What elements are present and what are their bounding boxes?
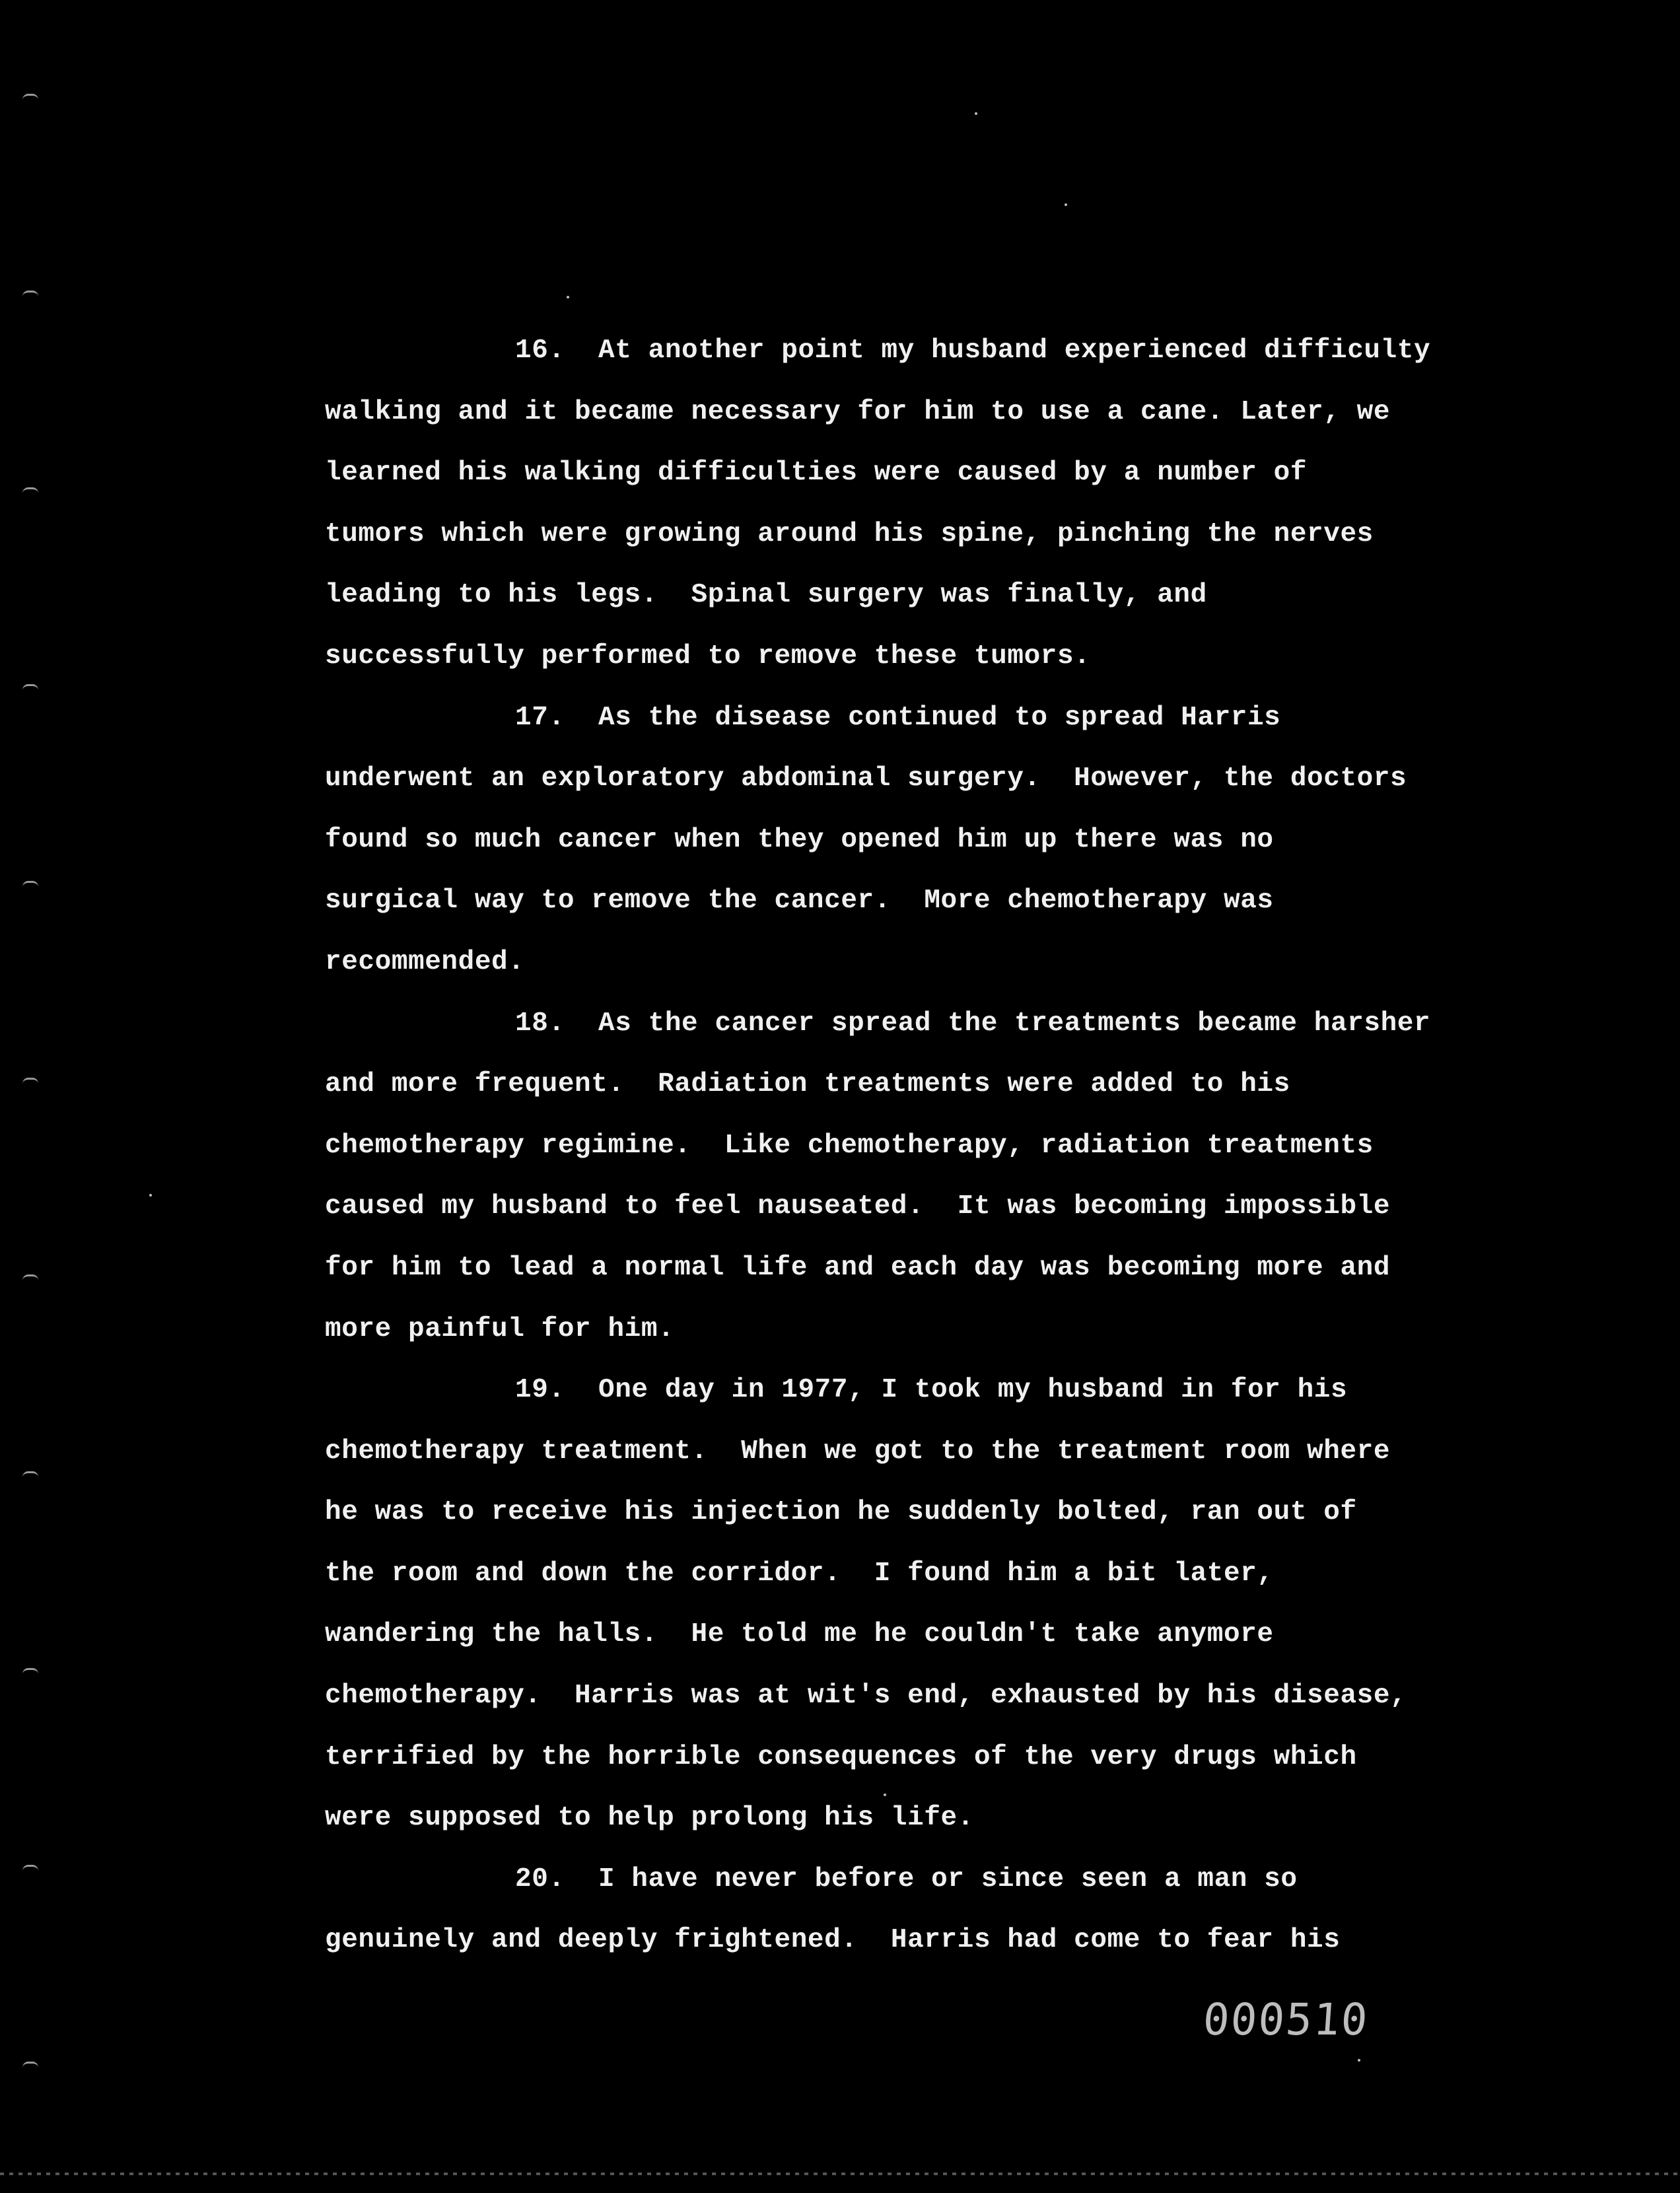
- text-line: found so much cancer when they opened him up there was no: [325, 824, 1274, 855]
- text-line: terrified by the horrible consequences of the very drugs which: [325, 1741, 1357, 1772]
- scan-speck: [975, 112, 977, 115]
- text-line: underwent an exploratory abdominal surgery. However, the doctors: [325, 763, 1407, 794]
- binding-mark: [22, 684, 38, 690]
- text-line: more painful for him.: [325, 1313, 675, 1344]
- text-line: leading to his legs. Spinal surgery was finally, and: [325, 580, 1207, 611]
- text-line: chemotherapy regimine. Like chemotherapy, radiation treatments: [325, 1130, 1374, 1161]
- text-line: 20. I have never before or since seen a man so: [515, 1863, 1298, 1895]
- binding-mark: [22, 94, 38, 100]
- text-line: chemotherapy. Harris was at wit's end, exhausted by his disease,: [325, 1681, 1407, 1712]
- text-line: the room and down the corridor. I found him a bit later,: [325, 1558, 1274, 1589]
- paragraph-16: [325, 320, 1580, 687]
- binding-mark: [22, 291, 38, 296]
- scan-speck: [1065, 203, 1067, 206]
- text-line: tumors which were growing around his spine, pinching the nerves: [325, 518, 1374, 549]
- text-line: wandering the halls. He told me he couldn't take anymore: [325, 1619, 1274, 1650]
- text-line: 18. As the cancer spread the treatments became harsher: [515, 1008, 1431, 1039]
- text-line: surgical way to remove the cancer. More chemotherapy was: [325, 886, 1274, 917]
- binding-mark: [22, 1274, 38, 1280]
- text-line: for him to lead a normal life and each day was becoming more and: [325, 1252, 1391, 1283]
- text-line: recommended.: [325, 946, 525, 977]
- text-line: genuinely and deeply frightened. Harris had come to fear his: [325, 1925, 1341, 1956]
- text-line: caused my husband to feel nauseated. It was becoming impossible: [325, 1191, 1391, 1222]
- text-line: walking and it became necessary for him to use a cane. Later, we: [325, 396, 1391, 427]
- text-line: 16. At another point my husband experienced difficulty: [515, 335, 1431, 366]
- scan-bottom-edge: [0, 2173, 1680, 2175]
- scan-speck: [149, 1194, 152, 1197]
- text-line: 17. As the disease continued to spread Harris: [515, 702, 1281, 733]
- binding-mark: [22, 1078, 38, 1084]
- binding-mark: [22, 1865, 38, 1871]
- paragraph-20: [325, 1849, 1580, 1971]
- text-line: were supposed to help prolong his life.: [325, 1803, 974, 1834]
- scan-speck: [567, 296, 569, 298]
- binding-mark: [22, 1668, 38, 1674]
- text-line: learned his walking difficulties were caused by a number of: [325, 458, 1308, 489]
- binding-mark: [22, 1471, 38, 1477]
- paragraph-17: [325, 687, 1580, 993]
- text-line: successfully performed to remove these tumors.: [325, 641, 1091, 672]
- scan-speck: [1358, 2059, 1360, 2062]
- paragraph-19: [325, 1360, 1580, 1849]
- text-line: chemotherapy treatment. When we got to the treatment room where: [325, 1436, 1391, 1467]
- bates-page-number: 000510: [1201, 1994, 1371, 2045]
- text-line: 19. One day in 1977, I took my husband in for his: [515, 1375, 1348, 1406]
- body-text: [325, 320, 1580, 1971]
- binding-hole-marks: [22, 0, 42, 2193]
- text-line: and more frequent. Radiation treatments were added to his: [325, 1069, 1290, 1100]
- text-line: he was to receive his injection he suddenly bolted, ran out of: [325, 1497, 1357, 1528]
- binding-mark: [22, 2062, 38, 2068]
- binding-mark: [22, 881, 38, 887]
- binding-mark: [22, 487, 38, 493]
- paragraph-18: [325, 993, 1580, 1360]
